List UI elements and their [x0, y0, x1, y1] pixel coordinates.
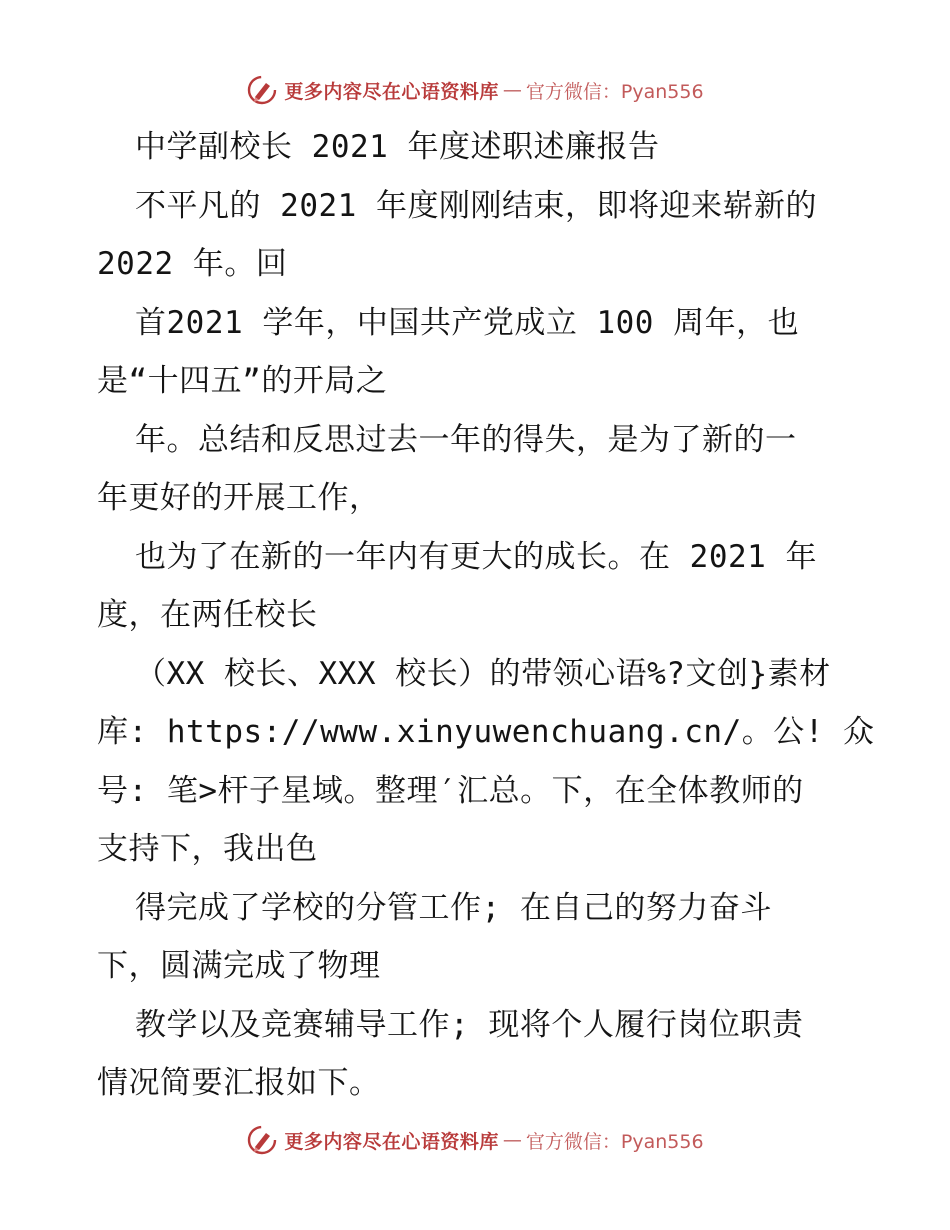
footer-contact-text: 官方微信：Pyan556 [525, 1130, 704, 1153]
paragraph-line: 支持下，我出色 [97, 831, 318, 867]
document-body [97, 118, 875, 1113]
header-brand-text: 更多内容尽在心语资料库 [284, 80, 499, 103]
paragraph-line: 情况简要汇报如下。 [97, 1065, 381, 1101]
paragraph-line: 也为了在新的一年内有更大的成长。在 2021 年 [135, 538, 817, 575]
paragraph-line: （XX 校长、XXX 校长）的带领心语%?文创}素材 [135, 655, 831, 692]
pen-logo-icon [246, 74, 278, 106]
paragraph-line: 得完成了学校的分管工作; 在自己的努力奋斗 [135, 889, 772, 926]
header-banner [0, 70, 950, 110]
paragraph-line: 年更好的开展工作， [97, 480, 381, 516]
paragraph-line: 度，在两任校长 [97, 597, 318, 633]
paragraph-line: 是“十四五”的开局之 [97, 363, 388, 399]
document-title: 中学副校长 2021 年度述职述廉报告 [135, 129, 660, 165]
header-contact-text: 官方微信：Pyan556 [525, 80, 704, 103]
footer-banner [0, 1120, 950, 1160]
header-dash: — [502, 79, 522, 101]
paragraph-line: 下，圆满完成了物理 [97, 948, 381, 984]
paragraph-line: 不平凡的 2021 年度刚刚结束，即将迎来崭新的 [135, 187, 817, 224]
paragraph-line: 库: https://www.xinyuwenchuang.cn/。公! 众 [97, 714, 875, 750]
paragraph-line: 2022 年。回 [97, 246, 288, 282]
paragraph-line: 首2021 学年，中国共产党成立 100 周年，也 [135, 304, 800, 341]
paragraph-line: 号: 笔>杆子星域。整理′汇总。下，在全体教师的 [97, 772, 804, 809]
pen-logo-icon [246, 1124, 278, 1156]
footer-dash: — [502, 1129, 522, 1151]
paragraph-line: 教学以及竞赛辅导工作; 现将个人履行岗位职责 [135, 1006, 804, 1043]
footer-brand-text: 更多内容尽在心语资料库 [284, 1130, 499, 1153]
paragraph-line: 年。总结和反思过去一年的得失，是为了新的一 [135, 421, 797, 458]
